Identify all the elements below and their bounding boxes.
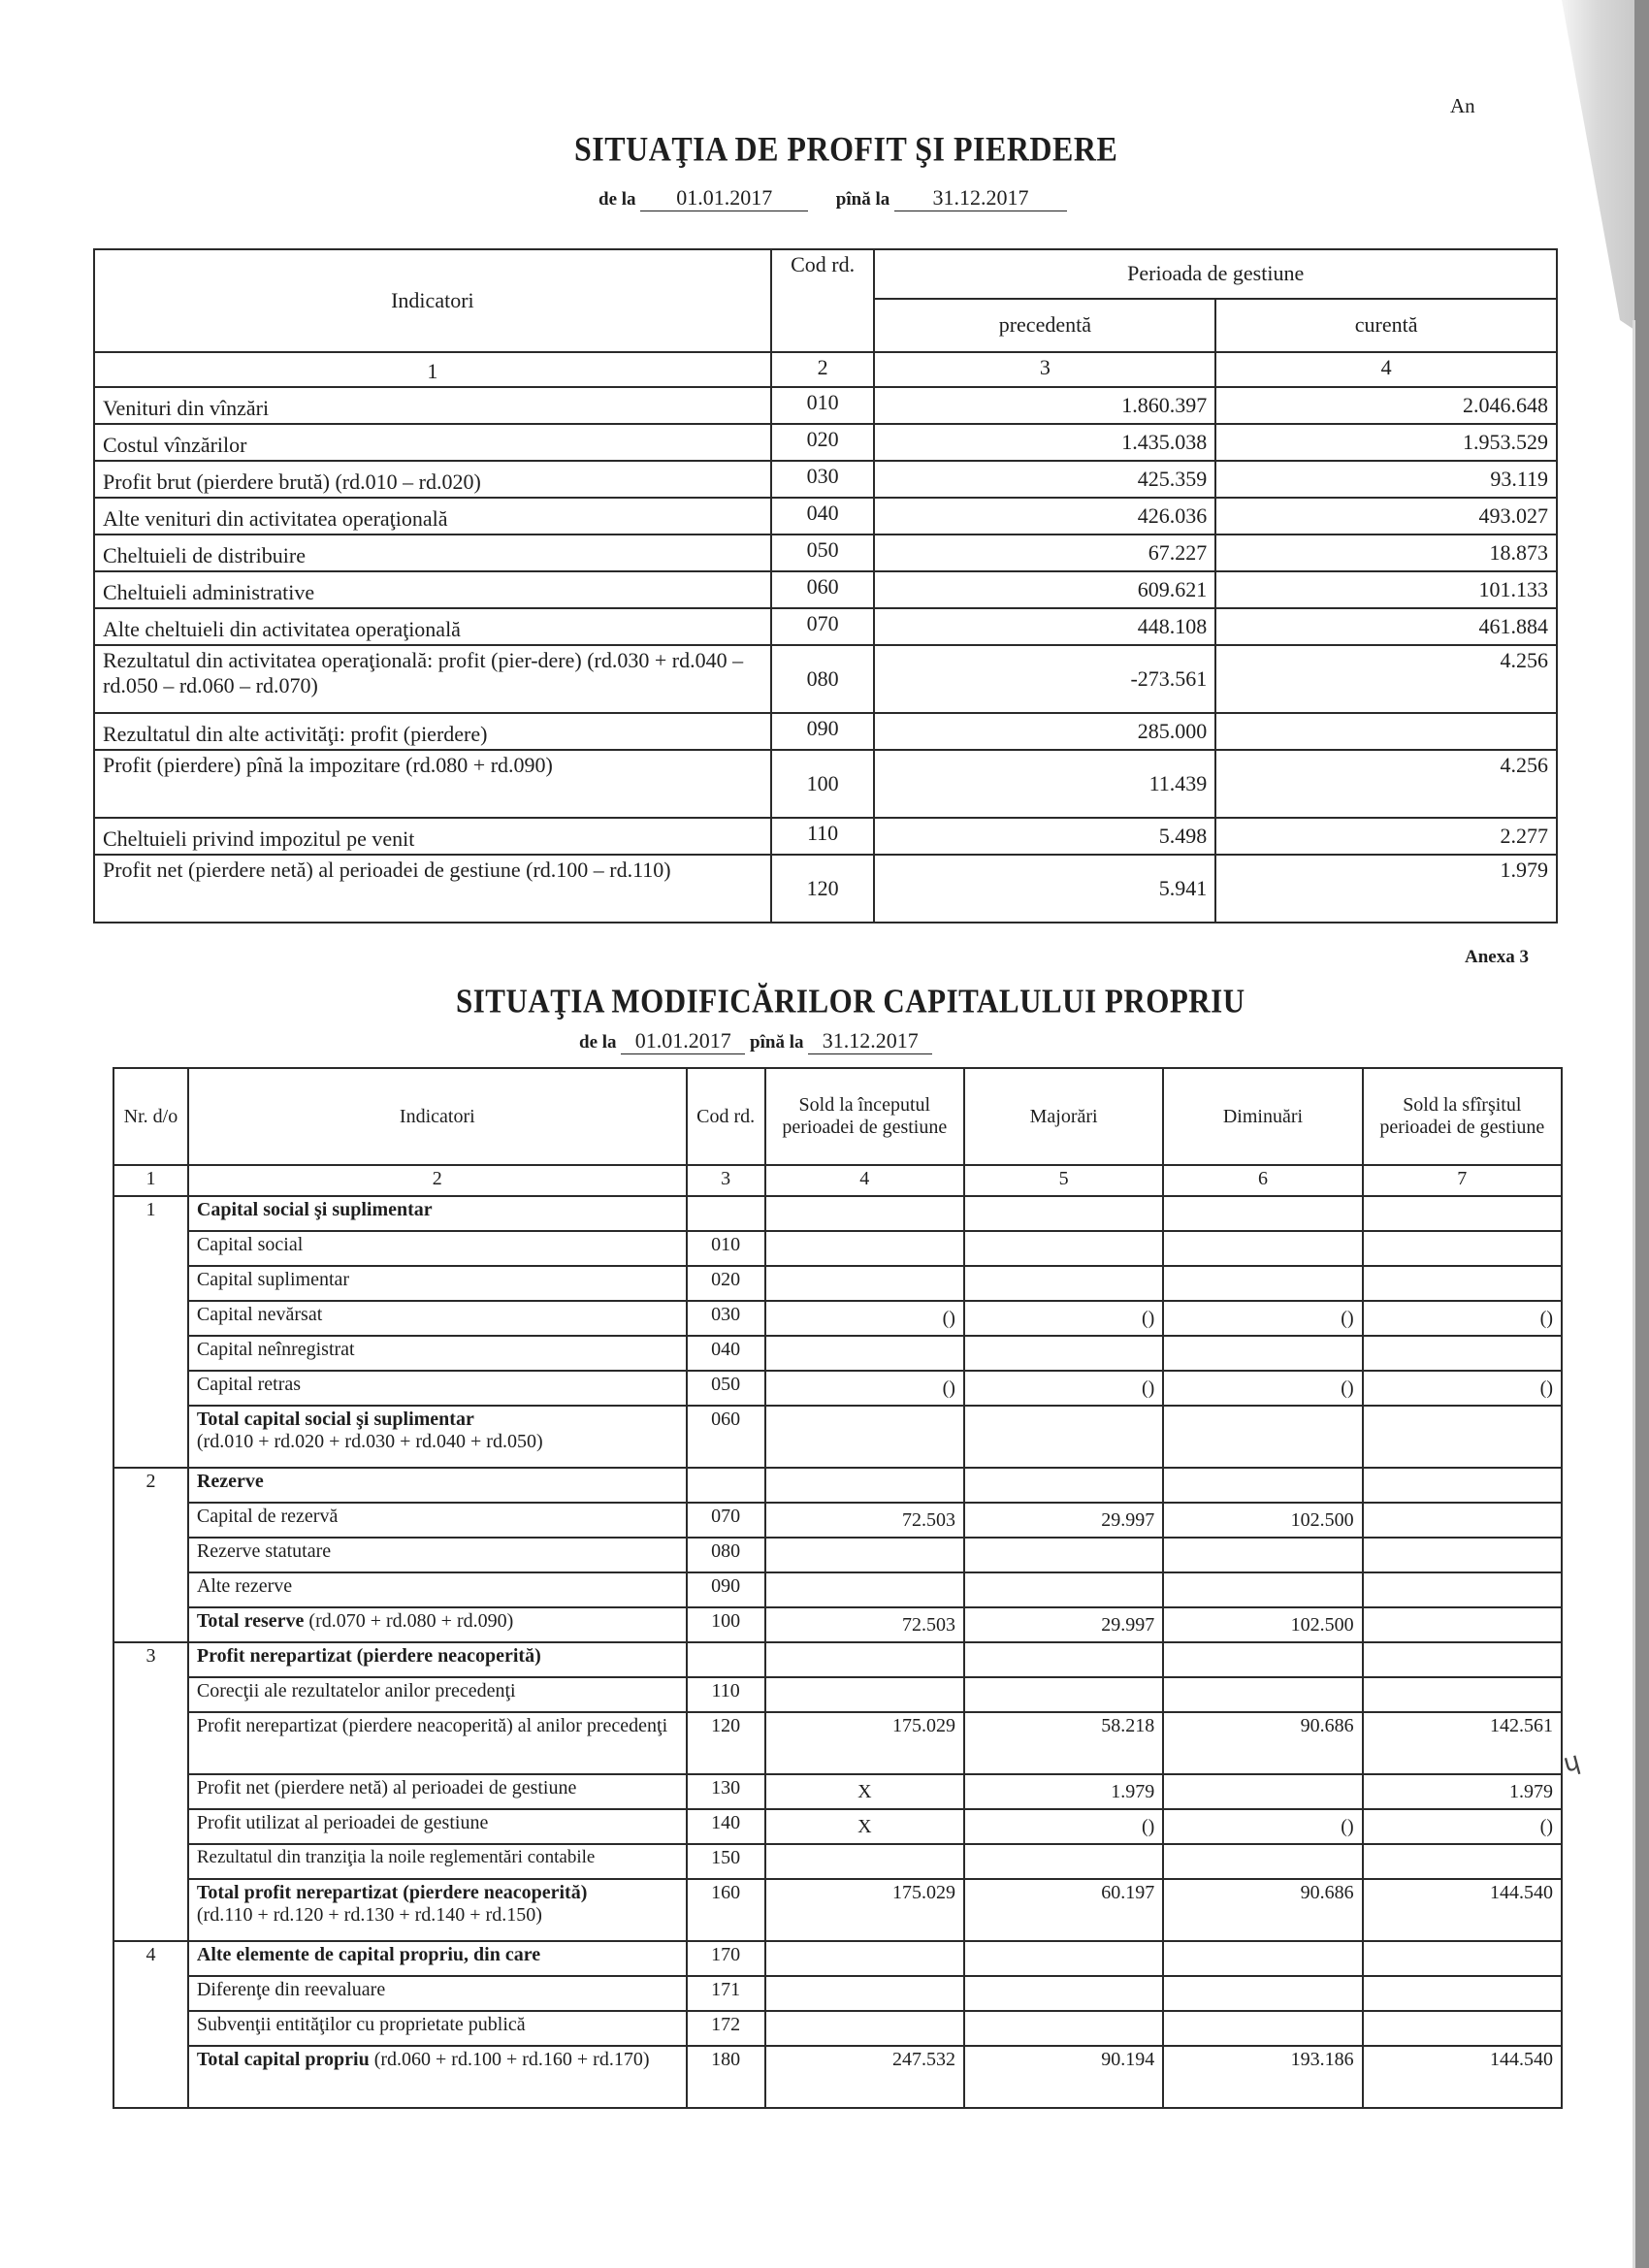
total-label: Total capital social şi suplimentar [196,1409,474,1430]
col-num: 7 [1363,1165,1562,1196]
row-previous: 285.000 [874,713,1215,750]
row-closing: 144.540 [1363,2046,1562,2108]
row-code: 080 [771,645,875,713]
row-indicator: Alte rezerve [188,1572,687,1607]
row-increases [964,1266,1163,1301]
row-closing [1363,1844,1562,1879]
row-code: 150 [687,1844,765,1879]
section-header-row [113,1941,1562,1976]
row-code: 020 [687,1266,765,1301]
row-indicator: Profit brut (pierdere brută) (rd.010 – rd.020) [94,461,771,498]
row-increases: 1.979 [964,1774,1163,1809]
table-row [94,645,1557,713]
row-decreases [1163,1266,1362,1301]
row-increases: 90.194 [964,2046,1163,2108]
row-increases [964,2011,1163,2046]
row-decreases: 193.186 [1163,2046,1362,2108]
section-title: Rezerve [188,1468,687,1503]
row-decreases: () [1163,1301,1362,1336]
profit-loss-period [598,185,1067,211]
row-code: 130 [687,1774,765,1809]
row-opening: 247.532 [765,2046,964,2108]
row-decreases [1163,1406,1362,1468]
row-opening [765,1572,964,1607]
row-code: 110 [687,1677,765,1712]
period-to-label: pînă la [750,1032,804,1053]
row-closing [1363,1677,1562,1712]
section-number: 4 [113,1941,188,2108]
row-previous: 11.439 [874,750,1215,818]
row-increases: 58.218 [964,1712,1163,1774]
table-row [94,387,1557,424]
row-opening [765,1336,964,1371]
row-code: 100 [687,1607,765,1642]
table-row [113,1301,1562,1336]
row-code: 120 [687,1712,765,1774]
period-from-value: 01.01.2017 [640,185,808,211]
total-label: Total capital propriu [196,2049,370,2070]
row-opening: () [765,1301,964,1336]
table-row [113,1266,1562,1301]
row-opening [765,1677,964,1712]
row-increases: 60.197 [964,1879,1163,1941]
col-num: 2 [771,352,875,387]
header-nr: Nr. d/o [113,1068,188,1165]
row-code: 140 [687,1809,765,1844]
row-opening [765,1538,964,1572]
row-increases [964,1336,1163,1371]
row-opening [765,1266,964,1301]
row-opening [765,1844,964,1879]
row-current: 493.027 [1215,498,1557,535]
row-decreases: 102.500 [1163,1607,1362,1642]
period-from-value: 01.01.2017 [621,1028,745,1054]
row-indicator: Alte venituri din activitatea operaţională [94,498,771,535]
row-previous: 5.941 [874,855,1215,923]
row-closing: 142.561 [1363,1712,1562,1774]
row-previous: 1.860.397 [874,387,1215,424]
row-code: 010 [771,387,875,424]
annex-label-partial: An [1450,94,1475,117]
table-row [94,855,1557,923]
table-row [94,818,1557,855]
row-code: 070 [771,608,875,645]
table-row [113,1231,1562,1266]
row-previous: -273.561 [874,645,1215,713]
section-title: Profit nerepartizat (pierdere neacoperită) [188,1642,687,1677]
row-opening: 175.029 [765,1712,964,1774]
header-decreases: Diminuări [1163,1068,1362,1165]
row-indicator: Cheltuieli privind impozitul pe venit [94,818,771,855]
table-row [113,1572,1562,1607]
row-decreases: 90.686 [1163,1712,1362,1774]
row-code: 020 [771,424,875,461]
row-code: 070 [687,1503,765,1538]
equity-changes-title: SITUAŢIA MODIFICĂRILOR CAPITALULUI PROPRIU [456,982,1245,1021]
total-formula: (rd.010 + rd.020 + rd.030 + rd.040 + rd.050) [196,1431,543,1452]
period-to-label: pînă la [835,189,890,210]
table-row [113,1371,1562,1406]
row-opening: 72.503 [765,1607,964,1642]
row-indicator [188,1406,687,1468]
table-row [113,1336,1562,1371]
total-label: Total profit nerepartizat (pierdere neacoperită) [196,1882,588,1903]
row-code: 100 [771,750,875,818]
col-num: 5 [964,1165,1163,1196]
total-row [113,2046,1562,2108]
col-num: 3 [687,1165,765,1196]
row-indicator [188,2046,687,2108]
section-title: Alte elemente de capital propriu, din care [188,1941,687,1976]
col-num: 2 [188,1165,687,1196]
row-indicator [188,1879,687,1941]
row-increases [964,1844,1163,1879]
row-code: 090 [687,1572,765,1607]
row-code: 110 [771,818,875,855]
row-decreases: 90.686 [1163,1879,1362,1941]
total-formula: (rd.060 + rd.100 + rd.160 + rd.170) [369,2049,650,2070]
row-decreases [1163,1572,1362,1607]
section-header-row [113,1642,1562,1677]
row-closing [1363,1538,1562,1572]
profit-loss-title: SITUAŢIA DE PROFIT ŞI PIERDERE [574,129,1118,169]
row-opening [765,2011,964,2046]
row-closing [1363,1503,1562,1538]
period-from-label: de la [579,1032,617,1053]
table-row [113,2011,1562,2046]
table-row [94,571,1557,608]
header-indicators: Indicatori [188,1068,687,1165]
row-closing [1363,1607,1562,1642]
row-closing: () [1363,1809,1562,1844]
row-code: 010 [687,1231,765,1266]
row-code: 050 [687,1371,765,1406]
row-closing: () [1363,1371,1562,1406]
section-header-row [113,1468,1562,1503]
row-increases [964,1572,1163,1607]
header-closing: Sold la sfîrşitul perioadei de gestiune [1363,1068,1562,1165]
row-indicator: Profit net (pierdere netă) al perioadei de gestiune (rd.100 – rd.110) [94,855,771,923]
table-row [94,750,1557,818]
row-indicator: Rezultatul din activitatea operaţională: profit (pier-dere) (rd.030 + rd.040 – rd.050 – rd.060 – rd.070) [94,645,771,713]
header-opening: Sold la începutul perioadei de gestiune [765,1068,964,1165]
row-code: 060 [771,571,875,608]
row-increases [964,1677,1163,1712]
table-row [113,1976,1562,2011]
period-to-value: 31.12.2017 [894,185,1067,211]
row-decreases [1163,1976,1362,2011]
row-previous: 1.435.038 [874,424,1215,461]
row-indicator: Capital retras [188,1371,687,1406]
period-to-value: 31.12.2017 [808,1028,932,1054]
equity-changes-period [579,1028,932,1054]
section-number: 1 [113,1196,188,1468]
total-row [113,1607,1562,1642]
header-current: curentă [1215,299,1557,352]
row-code: 180 [687,2046,765,2108]
row-indicator: Capital nevărsat [188,1301,687,1336]
row-increases: () [964,1371,1163,1406]
row-current: 1.979 [1215,855,1557,923]
row-indicator: Alte cheltuieli din activitatea operaţională [94,608,771,645]
equity-changes-table [113,1067,1563,2109]
row-previous: 67.227 [874,535,1215,571]
row-indicator: Capital neînregistrat [188,1336,687,1371]
row-indicator: Subvenţii entităţilor cu proprietate publică [188,2011,687,2046]
table-row [113,1538,1562,1572]
row-indicator: Rezultatul din tranziţia la noile reglementări contabile [188,1844,687,1879]
row-indicator: Capital suplimentar [188,1266,687,1301]
row-current: 4.256 [1215,750,1557,818]
row-increases: 29.997 [964,1607,1163,1642]
row-indicator: Costul vînzărilor [94,424,771,461]
row-indicator [188,1607,687,1642]
row-code: 030 [771,461,875,498]
header-code: Cod rd. [771,249,875,352]
section-number: 2 [113,1468,188,1642]
profit-loss-table [93,248,1558,923]
row-current [1215,713,1557,750]
row-increases: 29.997 [964,1503,1163,1538]
row-decreases: () [1163,1371,1362,1406]
row-code: 050 [771,535,875,571]
period-from-label: de la [598,189,636,210]
table-row [113,1712,1562,1774]
section-number: 3 [113,1642,188,1941]
row-indicator: Diferenţe din reevaluare [188,1976,687,2011]
row-opening: X [765,1809,964,1844]
row-current: 2.277 [1215,818,1557,855]
row-previous: 425.359 [874,461,1215,498]
total-label: Total reserve [196,1610,305,1632]
row-code: 060 [687,1406,765,1468]
row-closing [1363,1572,1562,1607]
row-code: 040 [771,498,875,535]
row-indicator: Profit net (pierdere netă) al perioadei de gestiune [188,1774,687,1809]
handwritten-margin-mark: ɥ [1560,1746,1584,1779]
column-number-row [94,352,1557,387]
row-increases [964,1406,1163,1468]
row-code: 040 [687,1336,765,1371]
row-indicator: Rezultatul din alte activităţi: profit (pierdere) [94,713,771,750]
row-previous: 426.036 [874,498,1215,535]
row-current: 461.884 [1215,608,1557,645]
col-num: 1 [94,352,771,387]
row-previous: 609.621 [874,571,1215,608]
row-code: 170 [687,1941,765,1976]
row-indicator: Corecţii ale rezultatelor anilor precedenţi [188,1677,687,1712]
row-indicator: Venituri din vînzări [94,387,771,424]
row-code: 120 [771,855,875,923]
row-increases [964,1538,1163,1572]
row-previous: 5.498 [874,818,1215,855]
row-decreases [1163,1538,1362,1572]
row-opening: () [765,1371,964,1406]
total-formula: (rd.110 + rd.120 + rd.130 + rd.140 + rd.150) [196,1904,542,1926]
row-closing [1363,1406,1562,1468]
row-code: 090 [771,713,875,750]
col-num: 3 [874,352,1215,387]
total-row [113,1879,1562,1941]
row-decreases [1163,2011,1362,2046]
row-current: 18.873 [1215,535,1557,571]
row-indicator: Capital social [188,1231,687,1266]
table-row [113,1844,1562,1879]
row-increases [964,1976,1163,2011]
section-title: Capital social şi suplimentar [188,1196,687,1231]
row-previous: 448.108 [874,608,1215,645]
header-previous: precedentă [874,299,1215,352]
table-row [113,1677,1562,1712]
row-current: 1.953.529 [1215,424,1557,461]
column-number-row [113,1165,1562,1196]
row-current: 2.046.648 [1215,387,1557,424]
row-closing [1363,1976,1562,2011]
section-header-row [113,1196,1562,1231]
header-period-group: Perioada de gestiune [874,249,1557,299]
table-row [113,1774,1562,1809]
row-code: 171 [687,1976,765,2011]
header-increases: Majorări [964,1068,1163,1165]
row-code: 172 [687,2011,765,2046]
row-increases: () [964,1301,1163,1336]
annex-3-label: Anexa 3 [1465,947,1529,967]
row-increases: () [964,1809,1163,1844]
row-code: 160 [687,1879,765,1941]
row-indicator: Profit (pierdere) pînă la impozitare (rd.080 + rd.090) [94,750,771,818]
table-row [94,535,1557,571]
row-indicator: Profit nerepartizat (pierdere neacoperită) al anilor precedenţi [188,1712,687,1774]
row-decreases: 102.500 [1163,1503,1362,1538]
row-decreases [1163,1336,1362,1371]
row-indicator: Cheltuieli de distribuire [94,535,771,571]
table-row [94,713,1557,750]
row-indicator: Rezerve statutare [188,1538,687,1572]
total-row [113,1406,1562,1468]
row-indicator: Profit utilizat al perioadei de gestiune [188,1809,687,1844]
header-code: Cod rd. [687,1068,765,1165]
table-row [94,608,1557,645]
row-increases [964,1231,1163,1266]
row-closing: 144.540 [1363,1879,1562,1941]
row-current: 4.256 [1215,645,1557,713]
row-closing [1363,2011,1562,2046]
row-closing: 1.979 [1363,1774,1562,1809]
table-row [94,498,1557,535]
row-opening: X [765,1774,964,1809]
row-opening [765,1976,964,2011]
row-indicator: Capital de rezervă [188,1503,687,1538]
col-num: 4 [765,1165,964,1196]
row-opening [765,1406,964,1468]
row-decreases [1163,1677,1362,1712]
row-opening: 175.029 [765,1879,964,1941]
header-indicators: Indicatori [94,249,771,352]
row-code: 030 [687,1301,765,1336]
row-closing: () [1363,1301,1562,1336]
table-row [94,461,1557,498]
table-row [94,424,1557,461]
row-decreases: () [1163,1809,1362,1844]
table-row [113,1503,1562,1538]
row-code: 080 [687,1538,765,1572]
row-closing [1363,1266,1562,1301]
row-current: 101.133 [1215,571,1557,608]
row-decreases [1163,1844,1362,1879]
col-num: 6 [1163,1165,1362,1196]
col-num: 1 [113,1165,188,1196]
row-decreases [1163,1774,1362,1809]
row-closing [1363,1336,1562,1371]
row-opening [765,1231,964,1266]
row-indicator: Cheltuieli administrative [94,571,771,608]
col-num: 4 [1215,352,1557,387]
row-current: 93.119 [1215,461,1557,498]
total-formula: (rd.070 + rd.080 + rd.090) [304,1610,514,1632]
row-closing [1363,1231,1562,1266]
table-row [113,1809,1562,1844]
row-decreases [1163,1231,1362,1266]
row-opening: 72.503 [765,1503,964,1538]
